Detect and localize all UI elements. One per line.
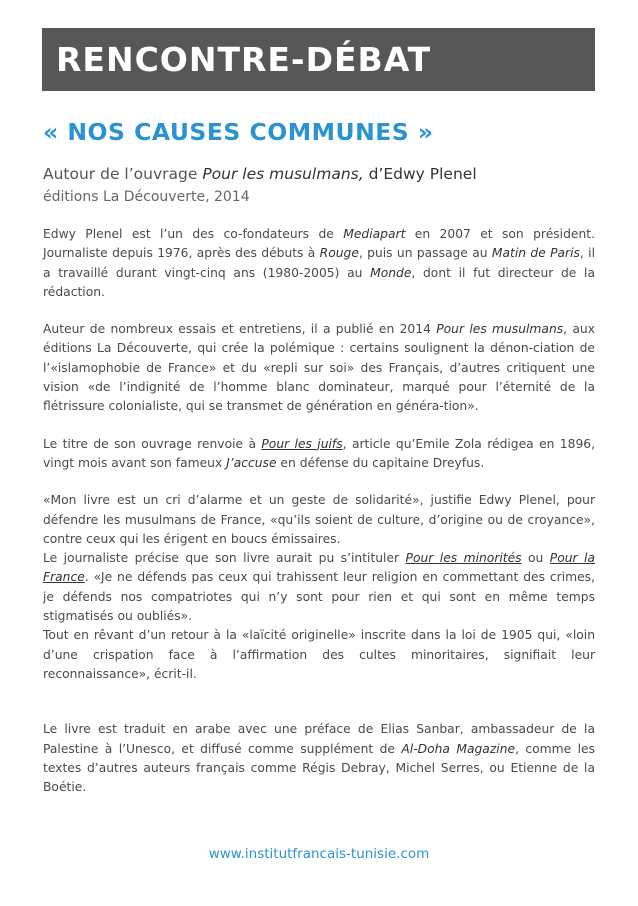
italic-pour-les-musulmans: Pour les musulmans bbox=[436, 322, 564, 337]
italic-pour-la-france: Pour la France bbox=[43, 551, 595, 585]
text-span: Edwy Plenel est l’un des co-fondateurs de bbox=[43, 227, 344, 241]
italic-rouge: Rouge bbox=[319, 246, 359, 261]
subtitle-prefix: Autour de l’ouvrage bbox=[43, 165, 203, 183]
text-span: , dont il fut directeur de la rédaction. bbox=[43, 265, 595, 299]
event-banner bbox=[42, 28, 595, 91]
text-span: Le livre est traduit en arabe avec une préface de Elias Sanbar, ambassadeur de la Palestine à l’Unesco, et diffusé comme supplément de bbox=[43, 722, 595, 756]
subtitle bbox=[43, 165, 477, 183]
italic-matin-de-paris: Matin de Paris bbox=[491, 246, 580, 261]
text-span: Le journaliste précise que son livre aurait pu s’intituler bbox=[43, 551, 406, 566]
text-span: , puis un passage au bbox=[358, 246, 492, 261]
text-span: , comme les textes d’autres auteurs français comme Régis Debray, Michel Serres, ou Etienne de la Boétie. bbox=[43, 741, 595, 795]
paragraph-3 bbox=[43, 435, 595, 474]
article-body bbox=[43, 225, 595, 797]
italic-pour-les-minorites: Pour les minorités bbox=[405, 551, 522, 566]
italic-al-doha-magazine: Al-Doha Magazine bbox=[401, 741, 516, 756]
italic-jaccuse: J’accuse bbox=[226, 455, 277, 470]
edition-line: éditions La Découverte, 2014 bbox=[43, 189, 250, 205]
italic-mediapart: Mediapart bbox=[343, 227, 406, 241]
text-span: Auteur de nombreux essais et entretiens, il a publié en 2014 bbox=[43, 322, 437, 337]
text-span: , il a travaillé durant vingt-cinq ans (1980-2005) au bbox=[43, 246, 595, 280]
event-title: « NOS CAUSES COMMUNES » bbox=[43, 118, 434, 146]
italic-pour-les-juifs: Pour les juifs bbox=[261, 436, 343, 451]
text-span: Le titre de son ouvrage renvoie à bbox=[43, 436, 262, 451]
text-span: en défense du capitaine Dreyfus. bbox=[276, 455, 485, 470]
text-span: ou bbox=[521, 551, 550, 566]
banner-label: RENCONTRE-DÉBAT bbox=[56, 40, 432, 79]
paragraph-1 bbox=[43, 225, 595, 302]
paragraph-7 bbox=[43, 720, 595, 797]
paragraph-6: Tout en rêvant d’un retour à la «laïcité originelle» inscrite dans la loi de 1905 qui, «loin d’une crispation face à l’affirmation des cultes minoritaires, signifiait leur reconnaissance», écrit-il. bbox=[43, 628, 595, 681]
italic-monde: Monde bbox=[370, 265, 412, 280]
text-span: . «Je ne défends pas ceux qui trahissent leur religion en commettant des crimes, je défends nos compatriotes qui n’y sont pour rien et qui sont en même temps stigmatisés ou oubliés». bbox=[43, 570, 595, 624]
paragraph-5 bbox=[43, 549, 595, 626]
paragraph-4: «Mon livre est un cri d’alarme et un geste de solidarité», justifie Edwy Plenel, pour défendre les musulmans de France, «qu’ils soient de culture, d’origine ou de croyance», contre ceux qui les érigent en boucs émissaires. bbox=[43, 493, 595, 546]
text-span: , article qu’Emile Zola rédigea en 1896, vingt mois avant son fameux bbox=[43, 436, 596, 470]
website-link[interactable]: www.institutfrancais-tunisie.com bbox=[208, 846, 430, 862]
subtitle-author: d’Edwy Plenel bbox=[363, 165, 477, 183]
text-span: , aux éditions La Découverte, qui crée la polémique : certains soulignent la dénon-ciation de l’«islamophobie de France» et du «repli sur soi» des Français, d’autres critiquent une vision «de l’indignité de l’homme blanc dominateur, marqué pour l’éternité de la flétrissure colonialiste, qui se transmet de génération en généra-tion». bbox=[43, 322, 595, 414]
book-title: Pour les musulmans, bbox=[202, 165, 364, 183]
text-span: en 2007 et son président. Journaliste depuis 1976, après des débuts à bbox=[43, 227, 595, 261]
paragraph-2 bbox=[43, 320, 595, 416]
